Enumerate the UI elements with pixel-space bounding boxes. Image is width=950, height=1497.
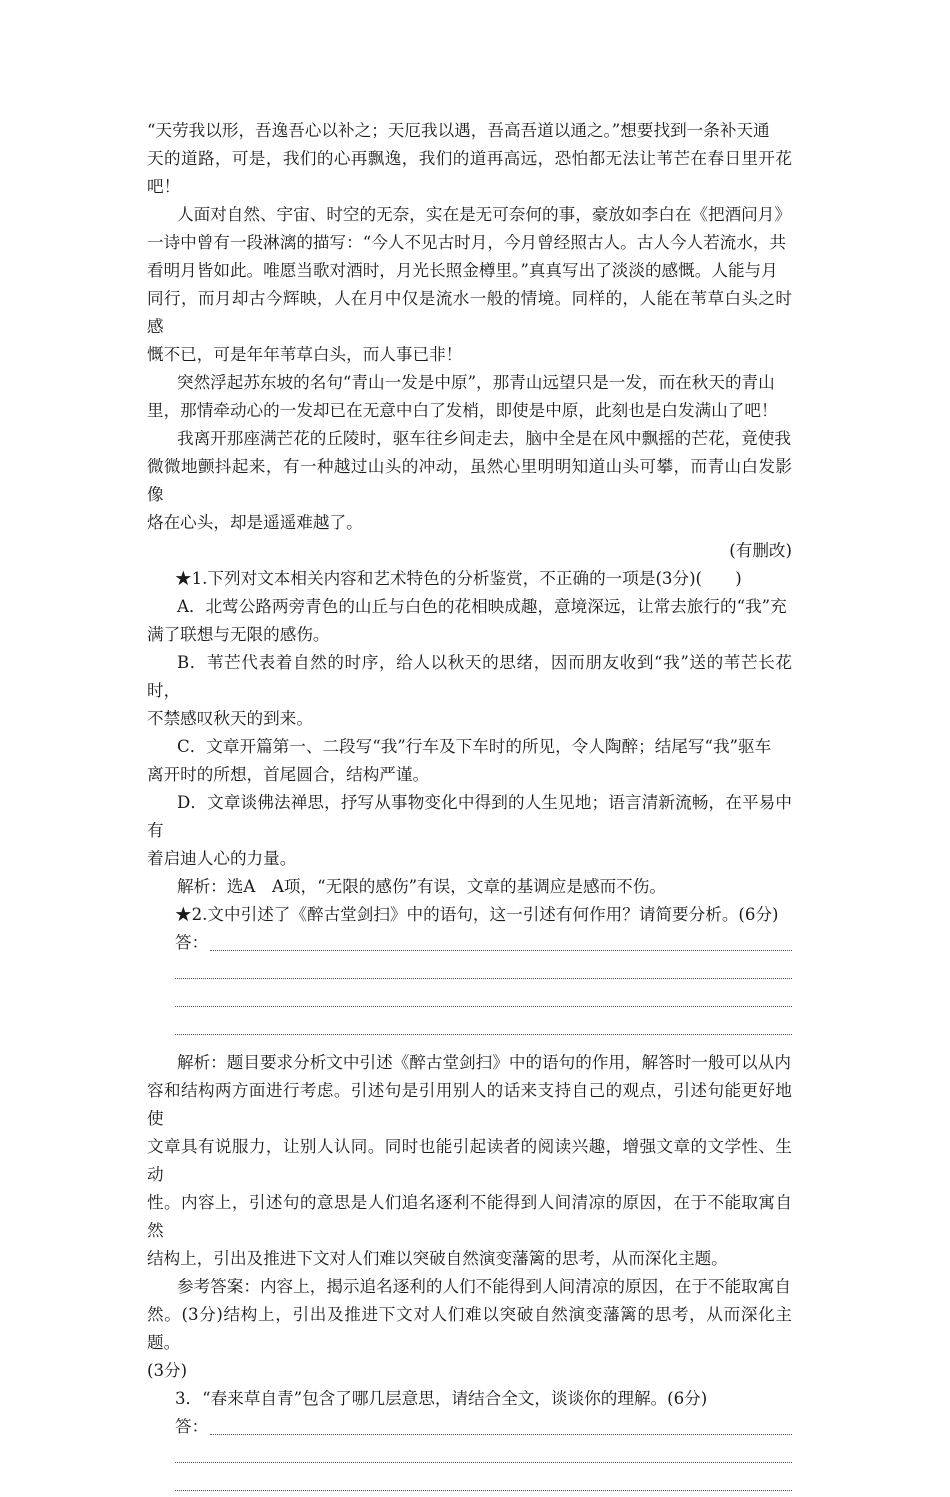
text-line: 烙在心头，却是遥遥难越了。 — [147, 513, 363, 532]
option-a-line: 满了联想与无限的感伤。 — [147, 625, 330, 644]
text-line: 里，那情牵动心的一发却已在无意中白了发梢，即使是中原，此刻也是白发满山了吧！ — [147, 401, 778, 420]
text-line: 慨不已，可是年年苇草白头，而人事已非！ — [147, 345, 463, 364]
question-stem: ★1.下列对文本相关内容和艺术特色的分析鉴赏，不正确的一项是(3分)( ) — [175, 569, 742, 588]
answer-rule[interactable] — [175, 1463, 792, 1491]
analysis: 解析：选A A项，“无限的感伤”有误，文章的基调应是感而不伤。 — [177, 877, 666, 896]
passage-paragraph-2 — [147, 201, 792, 369]
question-stem: ★2.文中引述了《醉古堂剑扫》中的语句，这一引述有何作用？请简要分析。(6分) — [175, 905, 779, 924]
question-stem: 3．“春来草自青”包含了哪几层意思，请结合全文，谈谈你的理解。(6分) — [175, 1389, 708, 1408]
answer-label: 答： — [175, 1417, 209, 1436]
text-line: 人面对自然、宇宙、时空的无奈，实在是无可奈何的事，豪放如李白在《把酒问月》 — [177, 205, 791, 224]
answer-rule[interactable] — [175, 1435, 792, 1463]
text-line: 一诗中曾有一段淋漓的描写：“今人不见古时月，今月曾经照古人。古人今人若流水，共 — [147, 233, 787, 252]
option-c-line: C．文章开篇第一、二段写“我”行车及下车时的所见，令人陶醉；结尾写“我”驱车 — [177, 737, 772, 756]
option-c-line: 离开时的所想，首尾圆合，结构严谨。 — [147, 765, 430, 784]
option-d-line: D．文章谈佛法禅思，抒写从事物变化中得到的人生见地；语言清新流畅，在平易中有 — [147, 793, 792, 840]
answer-rule[interactable] — [175, 979, 792, 1007]
text-line: 我离开那座满芒花的丘陵时，驱车往乡间走去，脑中全是在风中飘摇的芒花，竟使我 — [177, 429, 791, 448]
option-d-line: 着启迪人心的力量。 — [147, 849, 297, 868]
passage-paragraph-4 — [147, 425, 792, 537]
answer-rule[interactable] — [175, 951, 792, 979]
text-line: 微微地颤抖起来，有一种越过山头的冲动，虽然心里明明知道山头可攀，而青山白发影像 — [147, 457, 792, 504]
text-line: 同行，而月却古今辉映，人在月中仅是流水一般的情境。同样的，人能在苇草白头之时感 — [147, 289, 792, 336]
question-3 — [147, 1385, 792, 1497]
option-b-line: B．苇芒代表着自然的时序，给人以秋天的思绪，因而朋友收到“我”送的苇芒长花时， — [147, 653, 792, 700]
text-line: 看明月皆如此。唯愿当歌对酒时，月光长照金樽里。”真真写出了淡淡的感慨。人能与月 — [147, 261, 778, 280]
text-line: 天的道路，可是，我们的心再飘逸，我们的道再高远，恐怕都无法让苇芒在春日里开花吧！ — [147, 149, 792, 196]
option-b-line: 不禁感叹秋天的到来。 — [147, 709, 313, 728]
reference-answer-line: 然。(3分)结构上，引出及推进下文对人们难以突破自然演变藩篱的思考，从而深化主题。 — [147, 1305, 792, 1352]
answer-label: 答： — [175, 933, 209, 952]
question-2 — [147, 901, 792, 1385]
text-line: 突然浮起苏东坡的名句“青山一发是中原”，那青山远望只是一发，而在秋天的青山 — [177, 373, 775, 392]
reference-answer-line: (3分) — [147, 1361, 188, 1380]
analysis-line: 文章具有说服力，让别人认同。同时也能引起读者的阅读兴趣，增强文章的文学性、生动 — [147, 1137, 792, 1184]
source-note: (有删改) — [729, 541, 792, 560]
analysis-line: 性。内容上，引述句的意思是人们追名逐利不能得到人间清凉的原因，在于不能取寓自然 — [147, 1193, 792, 1240]
reference-answer-line: 参考答案：内容上，揭示追名逐利的人们不能得到人间清凉的原因，在于不能取寓自 — [177, 1277, 791, 1296]
passage-paragraph-3 — [147, 369, 792, 425]
analysis-line: 结构上，引出及推进下文对人们难以突破自然演变藩篱的思考，从而深化主题。 — [147, 1249, 728, 1268]
page-content — [147, 117, 792, 1497]
option-a-line: A．北莺公路两旁青色的山丘与白色的花相映成趣，意境深远，让常去旅行的“我”充 — [177, 597, 787, 616]
answer-rule[interactable] — [175, 1007, 792, 1035]
passage-paragraph-1 — [147, 117, 792, 201]
text-line: “天劳我以形，吾逸吾心以补之；天厄我以遇，吾高吾道以通之。”想要找到一条补天通 — [147, 121, 770, 140]
question-1 — [147, 565, 792, 901]
analysis-line: 容和结构两方面进行考虑。引述句是引用别人的话来支持自己的观点，引述句能更好地使 — [147, 1081, 792, 1128]
analysis-line: 解析：题目要求分析文中引述《醉古堂剑扫》中的语句的作用，解答时一般可以从内 — [177, 1053, 791, 1072]
